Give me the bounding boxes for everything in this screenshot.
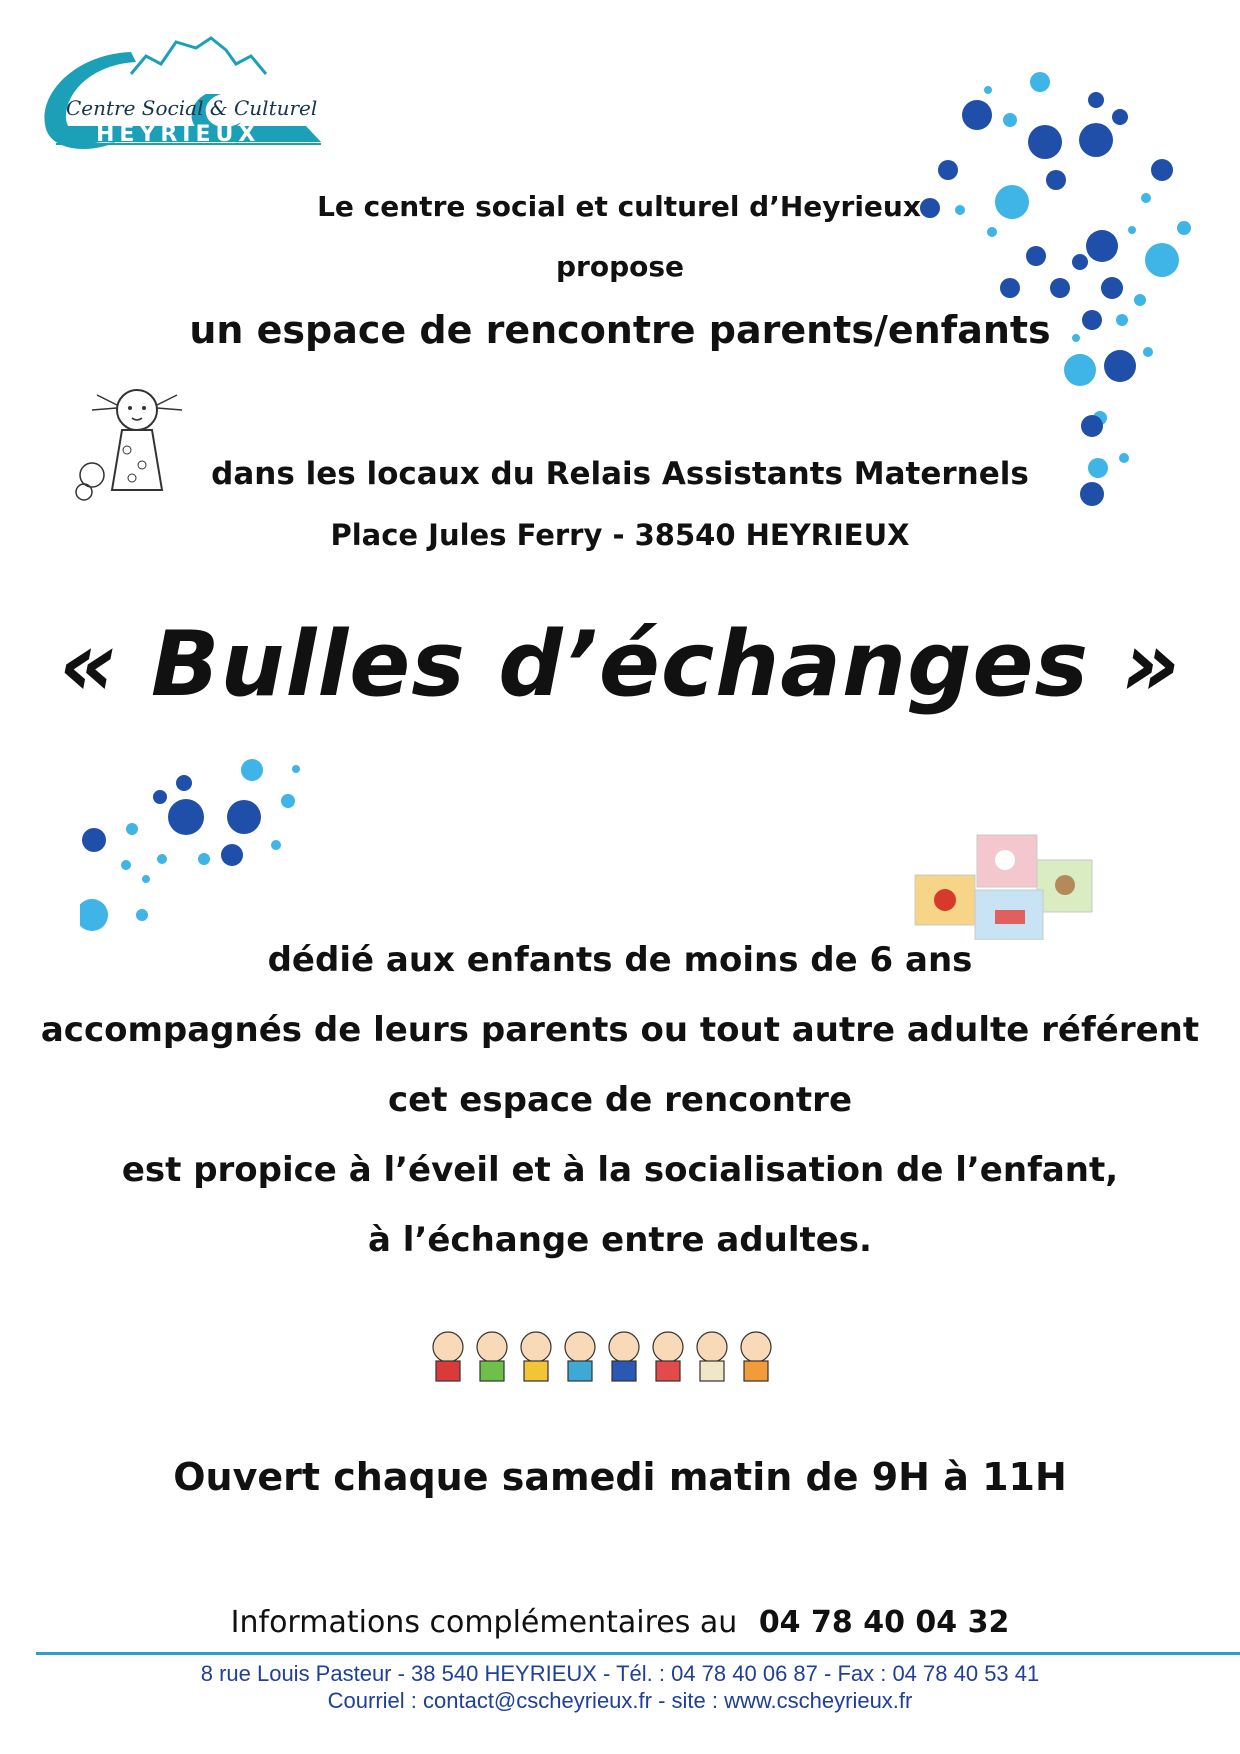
row-of-children-illustration xyxy=(420,1325,820,1391)
schedule: Ouvert chaque samedi matin de 9H à 11H xyxy=(173,1455,1067,1499)
toy-blocks-illustration xyxy=(905,830,1145,940)
intro-line-2: propose xyxy=(555,250,685,283)
bubbles-left xyxy=(80,755,320,945)
info-line xyxy=(0,1605,1240,1640)
description-line-1: dédié aux enfants de moins de 6 ans xyxy=(267,940,973,980)
intro-headline: un espace de rencontre parents/enfants xyxy=(189,308,1051,352)
info-label: Informations complémentaires au xyxy=(230,1605,738,1640)
description-line-3: cet espace de rencontre xyxy=(388,1080,852,1120)
intro-line-1: Le centre social et culturel d’Heyrieux xyxy=(317,190,921,223)
logo xyxy=(36,34,366,164)
logo-text-bottom: HEYRIEUX xyxy=(96,122,261,147)
footer-divider xyxy=(36,1652,1240,1655)
info-phone: 04 78 40 04 32 xyxy=(758,1605,1010,1640)
logo-text-top: Centre Social & Culturel xyxy=(66,96,318,120)
description-line-4: est propice à l’éveil et à la socialisation de l’enfant, xyxy=(121,1150,1119,1190)
main-title: « Bulles d’échanges » xyxy=(59,612,1181,717)
description-line-5: à l’échange entre adultes. xyxy=(368,1220,872,1260)
footer-contact: Courriel : contact@cscheyrieux.fr - site : www.cscheyrieux.fr xyxy=(327,1688,913,1713)
location-line-2: Place Jules Ferry - 38540 HEYRIEUX xyxy=(330,518,910,552)
description-line-2: accompagnés de leurs parents ou tout autre adulte référent xyxy=(40,1010,1200,1050)
bubbles-top-right xyxy=(900,70,1210,510)
footer-address: 8 rue Louis Pasteur - 38 540 HEYRIEUX - Tél. : 04 78 40 06 87 - Fax : 04 78 40 53 41 xyxy=(200,1661,1040,1686)
location-line-1: dans les locaux du Relais Assistants Maternels xyxy=(211,456,1029,492)
